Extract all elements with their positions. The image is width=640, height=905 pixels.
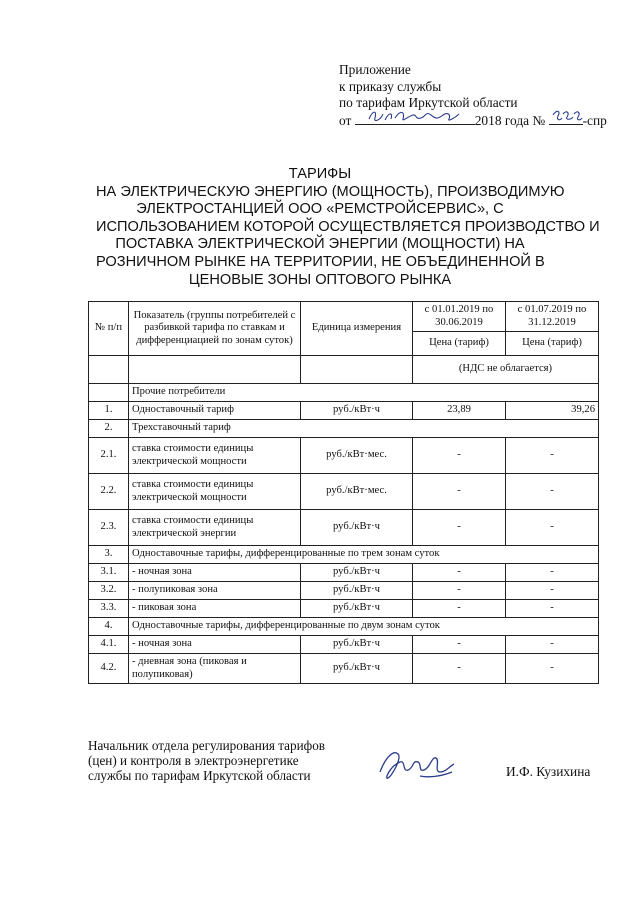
title-line-2: НА ЭЛЕКТРИЧЕСКУЮ ЭНЕРГИЮ (МОЩНОСТЬ), ПРОИЗВОДИМУЮ — [96, 183, 565, 200]
row-value-1: - — [413, 564, 506, 582]
row-value-2: - — [506, 438, 599, 474]
row-name: - пиковая зона — [129, 600, 301, 618]
row-value-2: - — [506, 582, 599, 600]
number-suffix: -спр — [582, 112, 607, 128]
table-row — [89, 474, 599, 510]
row-num: 2.2. — [89, 474, 129, 510]
table-row — [89, 510, 599, 546]
row-name: Одноставочный тариф — [129, 402, 301, 420]
row-num: 3.1. — [89, 564, 129, 582]
row-unit: руб./кВт·мес. — [301, 474, 413, 510]
row-num: 4.1. — [89, 636, 129, 654]
title-line-3: ЭЛЕКТРОСТАНЦИЕЙ ООО «РЕМСТРОЙСЕРВИС», С — [136, 201, 504, 218]
table-row — [89, 564, 599, 582]
row-unit: руб./кВт·ч — [301, 510, 413, 546]
row-value-1: - — [413, 510, 506, 546]
row-value-1: 23,89 — [413, 402, 506, 420]
row-value-1: - — [413, 600, 506, 618]
row-num: 4. — [89, 618, 129, 636]
row-value-2: 39,26 — [506, 402, 599, 420]
header-price-1: Цена (тариф) — [413, 332, 506, 356]
title-line-7: ЦЕНОВЫЕ ЗОНЫ ОПТОВОГО РЫНКА — [188, 271, 452, 288]
appendix-block — [339, 62, 607, 129]
row-unit: руб./кВт·ч — [301, 582, 413, 600]
header-period-1: с 01.01.2019 по 30.06.2019 — [413, 302, 506, 332]
table-header-row — [89, 302, 599, 332]
row-unit: руб./кВт·ч — [301, 654, 413, 684]
row-value-1: - — [413, 582, 506, 600]
row-unit: руб./кВт·ч — [301, 564, 413, 582]
handwritten-number-field — [549, 112, 583, 125]
signatory-line-1: Начальник отдела регулирования тарифов — [88, 738, 326, 753]
header-price-2: Цена (тариф) — [506, 332, 599, 356]
header-num: № п/п — [89, 302, 129, 356]
row-num: 4.2. — [89, 654, 129, 684]
tariff-table — [88, 301, 599, 684]
date-prefix: от — [339, 112, 352, 128]
group-label: Прочие потребители — [129, 384, 599, 402]
appendix-date-line — [339, 112, 607, 130]
appendix-line-2: к приказу службы — [339, 78, 442, 94]
handwritten-date-scribble — [355, 106, 475, 126]
title-line-4: ИСПОЛЬЗОВАНИЕМ КОТОРОЙ ОСУЩЕСТВЛЯЕТСЯ ПРОИЗВОДСТВО И — [96, 218, 600, 235]
row-value-2: - — [506, 654, 599, 684]
row-name: - дневная зона (пиковая и полупиковая) — [129, 654, 301, 684]
table-row — [89, 654, 599, 684]
header-period-2: с 01.07.2019 по 31.12.2019 — [506, 302, 599, 332]
header-indicator: Показатель (группы потребителей с разбивкой тарифа по ставкам и дифференциацией по зонам суток) — [129, 302, 301, 356]
row-value-2: - — [506, 600, 599, 618]
row-value-1: - — [413, 438, 506, 474]
title-line-1: ТАРИФЫ — [288, 166, 352, 182]
row-name: ставка стоимости единицы электрической мощности — [129, 438, 301, 474]
table-row — [89, 618, 599, 636]
handwritten-signature — [372, 742, 462, 786]
table-vat-row — [89, 356, 599, 384]
row-num: 3.2. — [89, 582, 129, 600]
table-row — [89, 546, 599, 564]
row-name: Трехставочный тариф — [129, 420, 599, 438]
handwritten-number-scribble — [549, 106, 583, 126]
signer-name: И.Ф. Кузихина — [506, 764, 591, 779]
title-line-6: РОЗНИЧНОМ РЫНКЕ НА ТЕРРИТОРИИ, НЕ ОБЪЕДИНЕННОЙ В — [96, 253, 545, 270]
row-num: 2. — [89, 420, 129, 438]
row-name: - полупиковая зона — [129, 582, 301, 600]
row-name: Одноставочные тарифы, дифференцированные по двум зонам суток — [129, 618, 599, 636]
row-num: 3.3. — [89, 600, 129, 618]
row-num: 2.3. — [89, 510, 129, 546]
table-row — [89, 438, 599, 474]
row-name: - ночная зона — [129, 636, 301, 654]
table-row — [89, 582, 599, 600]
row-unit: руб./кВт·мес. — [301, 438, 413, 474]
row-value-1: - — [413, 474, 506, 510]
handwritten-date-field — [355, 112, 475, 125]
row-unit: руб./кВт·ч — [301, 402, 413, 420]
document-title — [96, 166, 600, 289]
row-num: 3. — [89, 546, 129, 564]
vat-note: (НДС не облагается) — [413, 356, 599, 384]
row-num: 1. — [89, 402, 129, 420]
header-unit: Единица измерения — [301, 302, 413, 356]
table-row — [89, 600, 599, 618]
row-value-2: - — [506, 636, 599, 654]
row-value-1: - — [413, 636, 506, 654]
row-name: - ночная зона — [129, 564, 301, 582]
row-value-1: - — [413, 654, 506, 684]
row-name: Одноставочные тарифы, дифференцированные по трем зонам суток — [129, 546, 599, 564]
row-value-2: - — [506, 474, 599, 510]
year-text: 2018 года № — [474, 112, 546, 128]
row-unit: руб./кВт·ч — [301, 636, 413, 654]
row-unit: руб./кВт·ч — [301, 600, 413, 618]
table-row — [89, 420, 599, 438]
row-value-2: - — [506, 510, 599, 546]
title-line-5: ПОСТАВКА ЭЛЕКТРИЧЕСКОЙ ЭНЕРГИИ (МОЩНОСТИ) НА — [115, 236, 525, 253]
row-num: 2.1. — [89, 438, 129, 474]
appendix-line-3: по тарифам Иркутской области — [339, 95, 518, 111]
table-row — [89, 402, 599, 420]
signatory-line-2: (цен) и контроля в электроэнергетике — [88, 752, 299, 768]
table-group-row — [89, 384, 599, 402]
row-name: ставка стоимости единицы электрической энергии — [129, 510, 301, 546]
appendix-line-1: Приложение — [339, 62, 411, 77]
row-value-2: - — [506, 564, 599, 582]
table-row — [89, 636, 599, 654]
signatory-block — [88, 739, 325, 783]
row-name: ставка стоимости единицы электрической мощности — [129, 474, 301, 510]
signatory-line-3: службы по тарифам Иркутской области — [88, 767, 311, 783]
